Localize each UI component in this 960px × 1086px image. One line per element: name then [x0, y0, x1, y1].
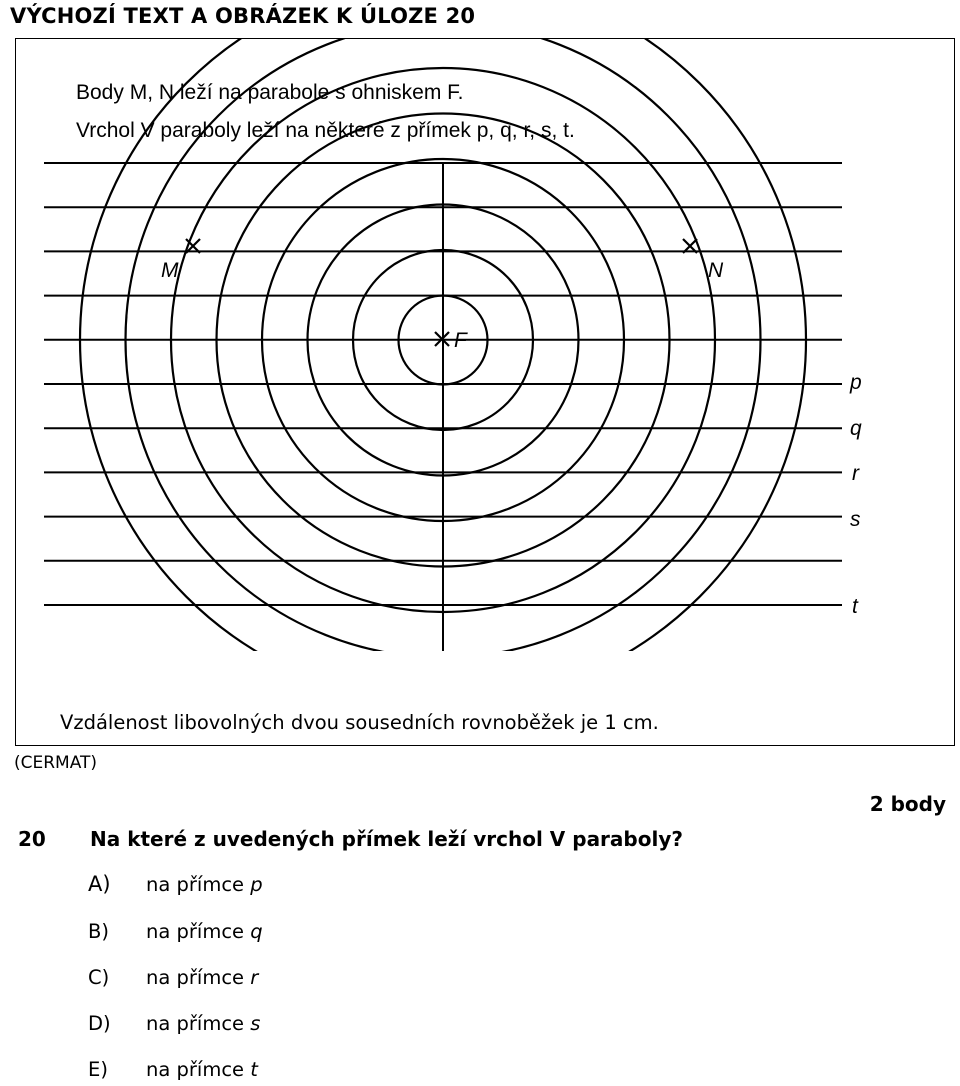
source-label: (CERMAT) [14, 753, 98, 773]
intro-line-2: Vrchol V paraboly leží na některé z přímek p, q, r, s, t. [76, 119, 575, 142]
option-c-line: r [250, 966, 259, 989]
option-e-prefix: na přímce [146, 1058, 251, 1081]
question-number: 20 [18, 827, 46, 851]
line-label-q: q [850, 417, 862, 440]
option-d-prefix: na přímce [146, 1012, 251, 1035]
point-M-label: M [161, 259, 179, 282]
option-c[interactable] [88, 966, 258, 989]
option-a-prefix: na přímce [146, 873, 251, 896]
line-label-s: s [850, 508, 861, 531]
option-d[interactable] [88, 1012, 260, 1035]
option-e[interactable] [88, 1058, 258, 1081]
geometry-figure [16, 39, 956, 747]
intro-line-1: Body M, N leží na parabole s ohniskem F. [76, 81, 464, 104]
line-label-p: p [850, 371, 862, 394]
option-c-letter: C) [88, 966, 110, 989]
option-a[interactable] [88, 872, 263, 896]
point-N-label: N [708, 259, 724, 282]
option-b-line: q [250, 920, 263, 943]
option-b[interactable] [88, 920, 263, 943]
option-c-prefix: na přímce [146, 966, 251, 989]
exercise-heading: VÝCHOZÍ TEXT A OBRÁZEK K ÚLOZE 20 [10, 4, 476, 28]
points-label: 2 body [869, 792, 946, 816]
line-label-t: t [852, 595, 858, 618]
distance-note: Vzdálenost libovolných dvou sousedních rovnoběžek je 1 cm. [60, 711, 659, 734]
option-b-prefix: na přímce [146, 920, 251, 943]
line-label-r: r [852, 462, 859, 485]
focus-F-label: F [454, 329, 467, 352]
option-e-letter: E) [88, 1058, 108, 1081]
option-a-line: p [250, 873, 263, 896]
question-text: Na které z uvedených přímek leží vrchol V paraboly? [90, 827, 683, 851]
option-d-line: s [250, 1012, 261, 1035]
option-d-letter: D) [88, 1012, 111, 1035]
figure-box [15, 38, 955, 746]
option-e-line: t [250, 1058, 258, 1081]
option-b-letter: B) [88, 920, 109, 943]
option-a-letter: A) [88, 872, 111, 896]
